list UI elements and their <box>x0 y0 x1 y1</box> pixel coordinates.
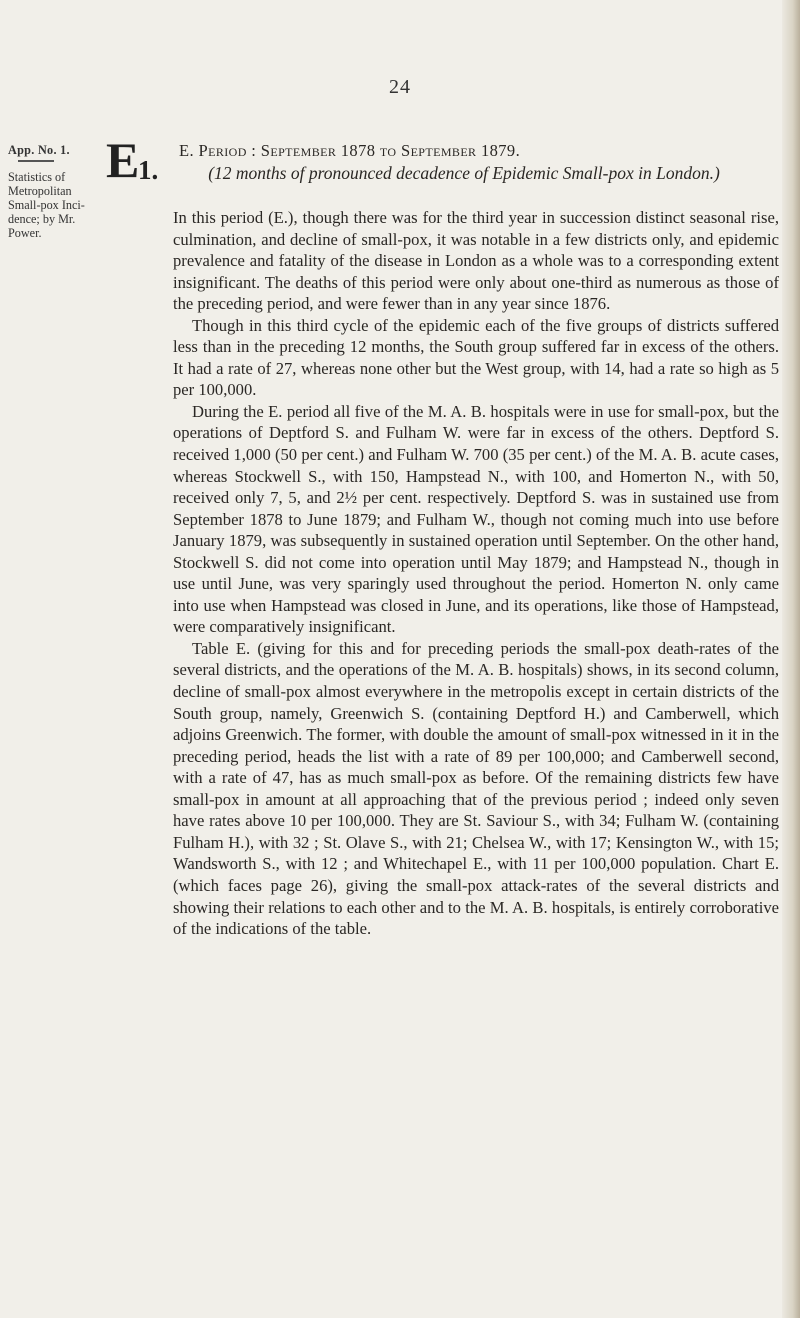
margin-note: Statistics of Metropolitan Small-pox Inci-dence; by Mr. Power. <box>8 170 85 240</box>
section-subnumber: 1. <box>138 155 159 185</box>
paragraph-4: Table E. (giving for this and for preceding periods the small-pox death-rates of the several districts, and the operations of the M. A. B. hospitals) shows, in its second column, decline of small-pox almost everywhere in the metropolis except in certain districts of the South group, namely, Greenwich S. (containing Deptford H.) and Camberwell, which adjoins Greenwich. The former, with double the amount of small-pox witnessed in it in the preceding period, heads the list with a rate of 89 per 100,000; and Camberwell second, with a rate of 47, has as much small-pox as before. Of the remaining districts few have small-pox in amount at all approaching that of the previous period ; indeed only seven have rates above 10 per 100,000. They are St. Saviour S., with 34; Fulham W. (containing Fulham H.), with 32 ; St. Olave S., with 21; Chelsea W., with 17; Kensington W., with 15; Wandsworth S., with 12 ; and Whitechapel E., with 11 per 100,000 population. Chart E. (which faces page 26), giving the small-pox attack-rates of the several districts and showing their relations to each other and to the M. A. B. hospitals, is entirely corroborative of the indications of the table. <box>173 638 779 939</box>
section-letter: E <box>106 132 138 188</box>
body-text <box>173 207 779 940</box>
page-edge-shadow <box>782 0 800 1318</box>
paragraph-3: During the E. period all five of the M. A. B. hospitals were in use for small-pox, but the operations of Deptford S. and Fulham W. were far in excess of the others. Deptford S. received 1,000 (50 per cent.) and Fulham W. 700 (35 per cent.) of the M. A. B. acute cases, whereas Stockwell S., with 150, Hampstead N., with 100, and Homerton N., with 50, received only 7, 5, and 2½ per cent. respectively. Deptford S. was in sustained use from September 1878 to June 1879; and Fulham W., though not coming much into use before January 1879, was subsequently in sustained operation until September. On the other hand, Stockwell S. did not come into operation until May 1879; and Hampstead N., though in use until June, was very sparingly used throughout the period. Homerton N. only came into use when Hampstead was closed in June, and its operations, like those of Hampstead, were comparatively insignificant. <box>173 401 779 637</box>
appendix-label: App. No. 1. <box>8 143 70 157</box>
page-number: 24 <box>389 76 411 98</box>
paragraph-1: In this period (E.), though there was for the third year in succession distinct seasonal rise, culmination, and decline of small-pox, it was notable in a few districts only, and epidemic prevalence and fatality of the disease in London as a whole was to a corresponding extent insignificant. The deaths of this period were only about one-third as numerous as those of the preceding period, and were fewer than in any year since 1876. <box>173 208 779 314</box>
appendix-divider <box>18 160 54 162</box>
section-subtitle: (12 months of pronounced decadence of Epidemic Small-pox in London.) <box>208 163 720 183</box>
section-heading: E. Period : September 1878 to September 1879. <box>179 141 521 160</box>
paragraph-2: Though in this third cycle of the epidemic each of the five groups of districts suffered less than in the preceding 12 months, the South group suffered far in excess of the others. It had a rate of 27, whereas none other but the West group, with 14, had a rate so high as 5 per 100,000. <box>173 315 779 400</box>
